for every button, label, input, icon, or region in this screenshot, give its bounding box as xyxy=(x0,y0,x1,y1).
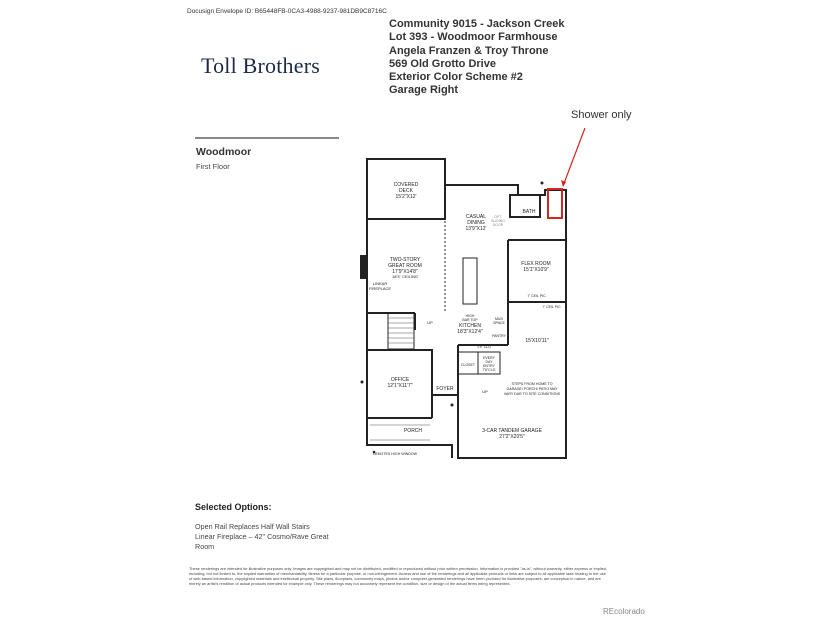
address-line: 569 Old Grotto Drive xyxy=(389,57,496,70)
annotation-arrow xyxy=(563,128,585,186)
ceiling-note-2: 7' CEIL PIC. xyxy=(542,305,562,309)
garage-line: Garage Right xyxy=(389,84,459,97)
bath-label: BATH xyxy=(522,209,536,215)
community-line: Community 9015 - Jackson Creek xyxy=(389,18,565,30)
entry-ceiling: 7'6"CLG xyxy=(482,368,496,372)
entry-label-3: ENTRY xyxy=(483,364,495,368)
fireplace-label-2: FIREPLACE xyxy=(368,286,392,291)
fireplace-label: LINEAR xyxy=(372,281,388,286)
selected-option-1: Open Rail Replaces Half Wall Stairs xyxy=(195,522,310,531)
office-dims: 12'1"X11'7" xyxy=(387,383,413,389)
ceiling-note-1: 7' CEIL PIC. xyxy=(527,294,547,298)
flex-room-label: FLEX ROOM xyxy=(521,261,551,267)
floor-name: First Floor xyxy=(196,162,230,171)
great-room-label: TWO-STORY xyxy=(389,257,421,263)
buyer-names-line: Angela Franzen & Troy Throne xyxy=(389,44,549,57)
great-room-label-2: GREAT ROOM xyxy=(388,263,422,269)
garage-dims: 27'2"X20'5" xyxy=(499,434,525,440)
opt-sliding-label-2: SLIDING xyxy=(490,219,506,223)
entry-label-2: DAY xyxy=(485,360,493,364)
foyer-label: FOYER xyxy=(436,386,454,392)
model-name: Woodmoor xyxy=(196,146,252,158)
selected-option-2: Linear Fireplace – 42" Cosmo/Rave Great xyxy=(195,532,329,541)
opt-sliding-label-3: DOOR xyxy=(492,223,504,227)
closet-label: CLOSET xyxy=(460,363,476,367)
mud-space-label: MUD xyxy=(495,317,503,321)
steps-note-3: VARY DUE TO SITE CONDITIONS xyxy=(503,392,561,396)
docusign-envelope-id: Docusign Envelope ID: B65448FB-0CA3-4988-9237-981DB9C8716C xyxy=(187,8,387,15)
stair-up-label: UP xyxy=(427,320,433,325)
covered-deck-label-2: DECK xyxy=(399,188,413,194)
bar-top-label: HIGH xyxy=(465,314,475,318)
casual-dining-label: CASUAL xyxy=(465,214,487,220)
entry-up-label: UP xyxy=(482,389,488,394)
garage-room-dims: 15'X10'11" xyxy=(525,338,549,344)
covered-deck-dims: 15'2"X12' xyxy=(395,194,417,200)
casual-dining-label-2: DINING xyxy=(467,220,485,226)
high-window-note: DENOTES HIGH WINDOW xyxy=(372,452,418,456)
bar-top-label-2: BAR TOP xyxy=(462,318,478,322)
lot-line: Lot 393 - Woodmoor Farmhouse xyxy=(389,31,558,44)
garage-label: 3-CAR TANDEM GARAGE xyxy=(482,428,542,434)
steps-note-1: STEPS FROM HOME TO xyxy=(511,382,553,386)
flex-room-dims: 15'1"X10'9" xyxy=(523,267,549,273)
step-ceiling-label: 1'9" CLG xyxy=(477,345,491,349)
great-room-ceiling: 18'3" CEILING xyxy=(392,274,418,279)
kitchen-dims: 18'3"X12'4" xyxy=(457,329,483,335)
selected-options-title: Selected Options: xyxy=(195,502,272,512)
disclaimer-text: These renderings are intended for illustrative purposes only. Images are copyrighted and may not be distributed, modified or reproduced without prior written permission. Information is provided "as-is", without warranty, either express or implied, including, but not limited to, the implied warranties of merchantability, fitness for a particular purpose, or non-infringement. Access and use of the renderings and all applicable products or links are subject to all applicable laws relating to the use of web-based information, copyrighted materials and intellectual property. Site plans, floorplans, community maps, photos and/or computer-generated renderings have been provided for illustrative purposes, are conceptual in nature, and are merely an artist's rendition of actual products intended for example only. These renderings may not accurately represent the condition, size or design of the actual items being represented. xyxy=(189,566,608,586)
kitchen-label: KITCHEN xyxy=(459,323,481,329)
pantry-label: PANTRY xyxy=(492,334,506,338)
steps-note-2: GARAGE/ PORCH/ PATIO MAY xyxy=(506,387,558,391)
shower-only-annotation: Shower only xyxy=(571,109,632,121)
opt-sliding-label: OPT. xyxy=(494,215,502,219)
selected-option-3: Room xyxy=(195,542,215,551)
entry-label: EVERY xyxy=(483,356,495,360)
color-scheme-line: Exterior Color Scheme #2 xyxy=(389,71,523,84)
recolorado-watermark: REcolorado xyxy=(603,607,645,616)
office-label: OFFICE xyxy=(390,377,410,383)
shower-highlight xyxy=(548,189,562,218)
porch-label: PORCH xyxy=(403,428,423,434)
mud-space-label-2: SPACE xyxy=(493,321,505,325)
toll-brothers-logo: Toll Brothers xyxy=(201,53,320,78)
great-room-dims: 17'9"X14'8" xyxy=(392,269,418,275)
casual-dining-dims: 13'9"X12' xyxy=(465,226,487,232)
covered-deck-label: COVERED xyxy=(393,182,419,188)
